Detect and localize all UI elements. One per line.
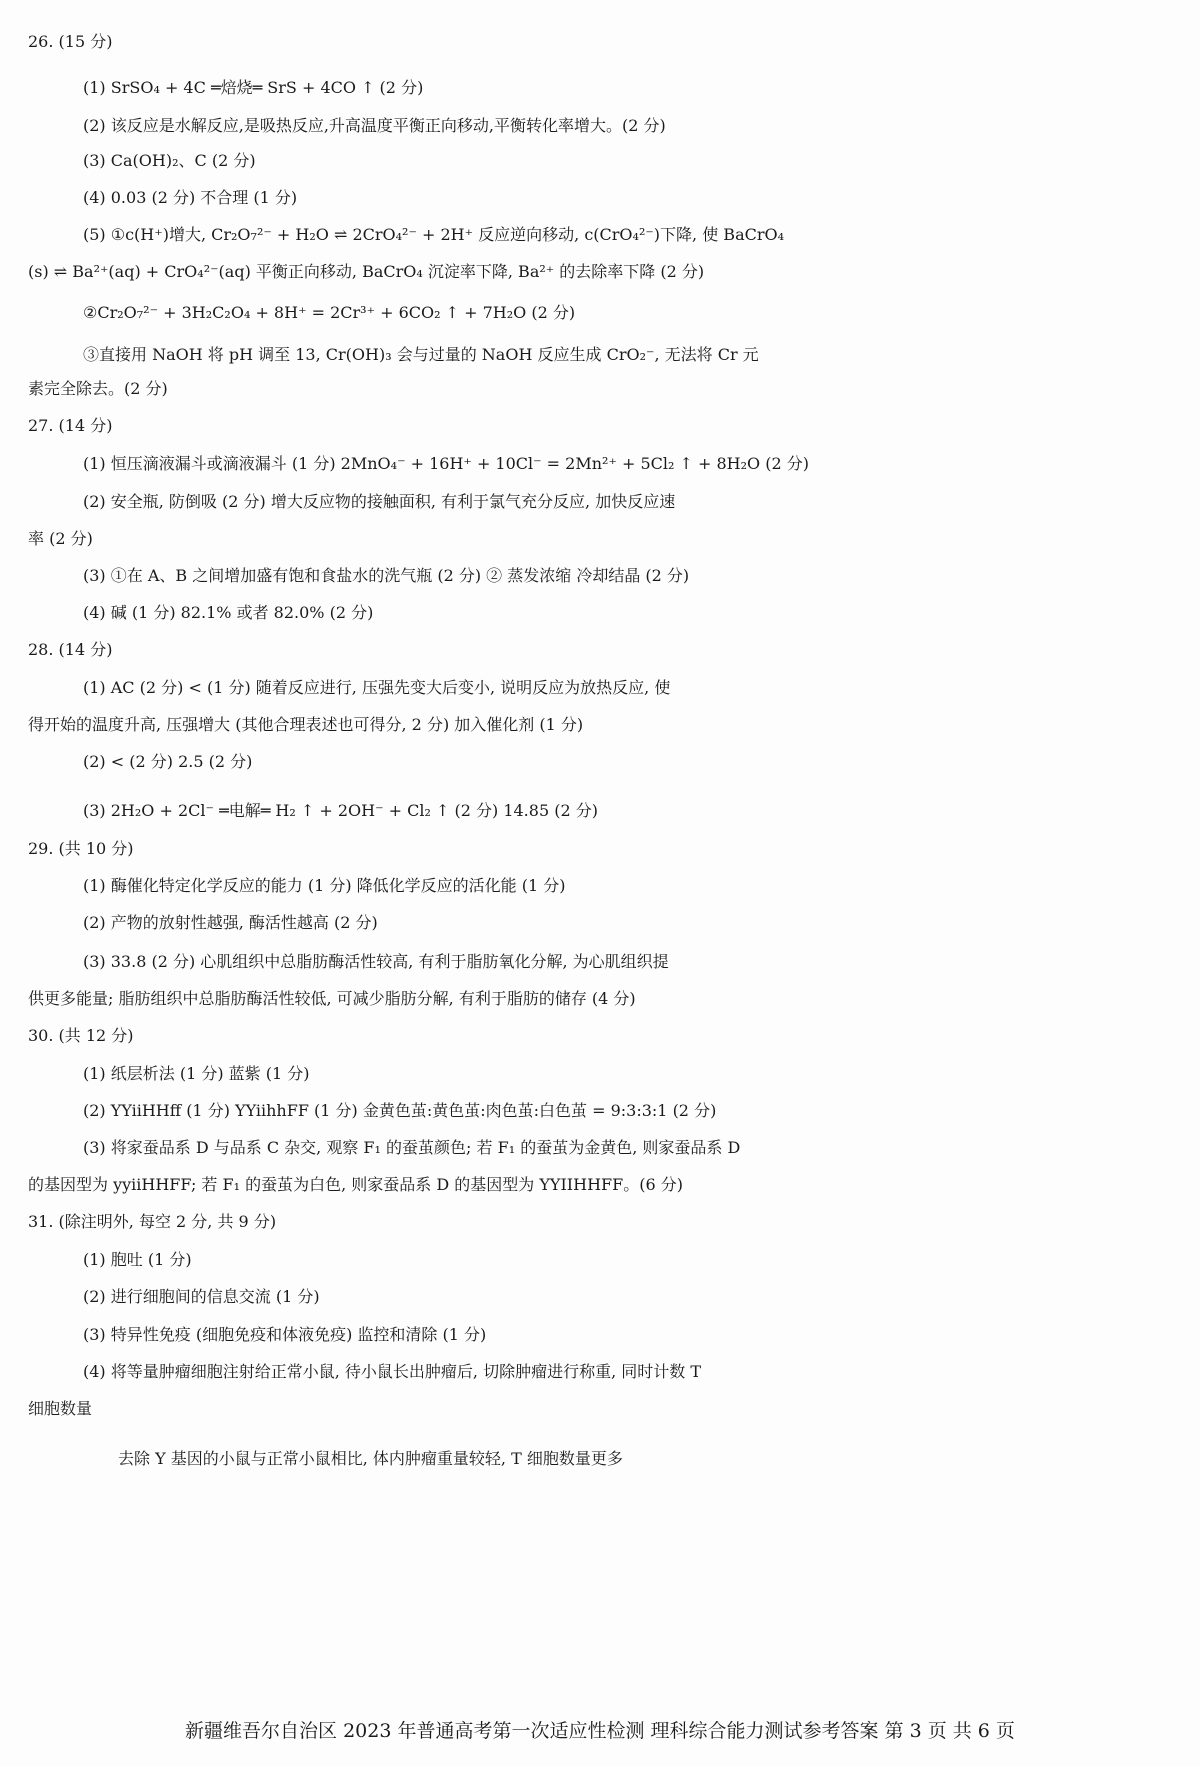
q29-header: 29. (共 10 分) bbox=[28, 839, 134, 858]
page-footer: 新疆维吾尔自治区 2023 年普通高考第一次适应性检测 理科综合能力测试参考答案 第 3 页 共 6 页 bbox=[185, 1720, 1015, 1742]
q27-header: 27. (14 分) bbox=[28, 416, 113, 435]
q30-answer-1: (1) 纸层析法 (1 分) 蓝紫 (1 分) bbox=[83, 1064, 310, 1083]
q26-answer-1: (1) SrSO₄ + 4C ═焙烧═ SrS + 4CO ↑ (2 分) bbox=[83, 78, 424, 97]
q30-answer-3: (3) 将家蚕品系 D 与品系 C 杂交, 观察 F₁ 的蚕茧颜色; 若 F₁ 的蚕茧为金黄色, 则家蚕品系 D bbox=[83, 1138, 741, 1157]
q26-answer-5b: ②Cr₂O₇²⁻ + 3H₂C₂O₄ + 8H⁺ = 2Cr³⁺ + 6CO₂ ↑ + 7H₂O (2 分) bbox=[83, 303, 576, 322]
q30-answer-3-cont: 的基因型为 yyiiHHFF; 若 F₁ 的蚕茧为白色, 则家蚕品系 D 的基因型为 YYIIHHFF。(6 分) bbox=[28, 1175, 683, 1194]
q26-answer-5a: (5) ①c(H⁺)增大, Cr₂O₇²⁻ + H₂O ⇌ 2CrO₄²⁻ + 2H⁺ 反应逆向移动, c(CrO₄²⁻)下降, 使 BaCrO₄ bbox=[83, 225, 785, 244]
q27-answer-2: (2) 安全瓶, 防倒吸 (2 分) 增大反应物的接触面积, 有利于氯气充分反应, 加快反应速 bbox=[83, 492, 676, 511]
q28-answer-1-cont: 得开始的温度升高, 压强增大 (其他合理表述也可得分, 2 分) 加入催化剂 (1 分) bbox=[28, 715, 584, 734]
q31-answer-4-cont: 细胞数量 bbox=[28, 1399, 93, 1418]
q26-answer-5c-cont: 素完全除去。(2 分) bbox=[28, 379, 168, 398]
q27-answer-1: (1) 恒压滴液漏斗或滴液漏斗 (1 分) 2MnO₄⁻ + 16H⁺ + 10Cl⁻ = 2Mn²⁺ + 5Cl₂ ↑ + 8H₂O (2 分) bbox=[83, 454, 810, 473]
q28-answer-1: (1) AC (2 分) < (1 分) 随着反应进行, 压强先变大后变小, 说明反应为放热反应, 使 bbox=[83, 678, 671, 697]
q29-answer-1: (1) 酶催化特定化学反应的能力 (1 分) 降低化学反应的活化能 (1 分) bbox=[83, 876, 566, 895]
q27-answer-4: (4) 碱 (1 分) 82.1% 或者 82.0% (2 分) bbox=[83, 603, 374, 622]
q28-header: 28. (14 分) bbox=[28, 640, 113, 659]
q26-answer-2: (2) 该反应是水解反应,是吸热反应,升高温度平衡正向移动,平衡转化率增大。(2 分) bbox=[83, 116, 666, 135]
q30-header: 30. (共 12 分) bbox=[28, 1026, 134, 1045]
q28-answer-2: (2) < (2 分) 2.5 (2 分) bbox=[83, 752, 253, 771]
q31-answer-4-result: 去除 Y 基因的小鼠与正常小鼠相比, 体内肿瘤重量较轻, T 细胞数量更多 bbox=[118, 1449, 623, 1468]
q27-answer-3: (3) ①在 A、B 之间增加盛有饱和食盐水的洗气瓶 (2 分) ② 蒸发浓缩 冷却结晶 (2 分) bbox=[83, 566, 690, 585]
q29-answer-3: (3) 33.8 (2 分) 心肌组织中总脂肪酶活性较高, 有利于脂肪氧化分解, 为心肌组织提 bbox=[83, 952, 669, 971]
q26-answer-5a-cont: (s) ⇌ Ba²⁺(aq) + CrO₄²⁻(aq) 平衡正向移动, BaCrO₄ 沉淀率下降, Ba²⁺ 的去除率下降 (2 分) bbox=[28, 262, 705, 281]
q26-answer-3: (3) Ca(OH)₂、C (2 分) bbox=[83, 151, 256, 170]
q31-header: 31. (除注明外, 每空 2 分, 共 9 分) bbox=[28, 1212, 277, 1231]
q28-answer-3: (3) 2H₂O + 2Cl⁻ ═电解═ H₂ ↑ + 2OH⁻ + Cl₂ ↑ (2 分) 14.85 (2 分) bbox=[83, 801, 598, 820]
q26-answer-5c: ③直接用 NaOH 将 pH 调至 13, Cr(OH)₃ 会与过量的 NaOH 反应生成 CrO₂⁻, 无法将 Cr 元 bbox=[83, 345, 759, 364]
q26-answer-4: (4) 0.03 (2 分) 不合理 (1 分) bbox=[83, 188, 298, 207]
q29-answer-3-cont: 供更多能量; 脂肪组织中总脂肪酶活性较低, 可减少脂肪分解, 有利于脂肪的储存 (4 分) bbox=[28, 989, 636, 1008]
q30-answer-2: (2) YYiiHHff (1 分) YYiihhFF (1 分) 金黄色茧:黄色茧:肉色茧:白色茧 = 9:3:3:1 (2 分) bbox=[83, 1101, 717, 1120]
q31-answer-4: (4) 将等量肿瘤细胞注射给正常小鼠, 待小鼠长出肿瘤后, 切除肿瘤进行称重, 同时计数 T bbox=[83, 1362, 702, 1381]
q26-header: 26. (15 分) bbox=[28, 32, 113, 51]
q31-answer-1: (1) 胞吐 (1 分) bbox=[83, 1250, 192, 1269]
q27-answer-2-cont: 率 (2 分) bbox=[28, 529, 93, 548]
q31-answer-3: (3) 特异性免疫 (细胞免疫和体液免疫) 监控和清除 (1 分) bbox=[83, 1325, 487, 1344]
q29-answer-2: (2) 产物的放射性越强, 酶活性越高 (2 分) bbox=[83, 913, 378, 932]
q31-answer-2: (2) 进行细胞间的信息交流 (1 分) bbox=[83, 1287, 320, 1306]
